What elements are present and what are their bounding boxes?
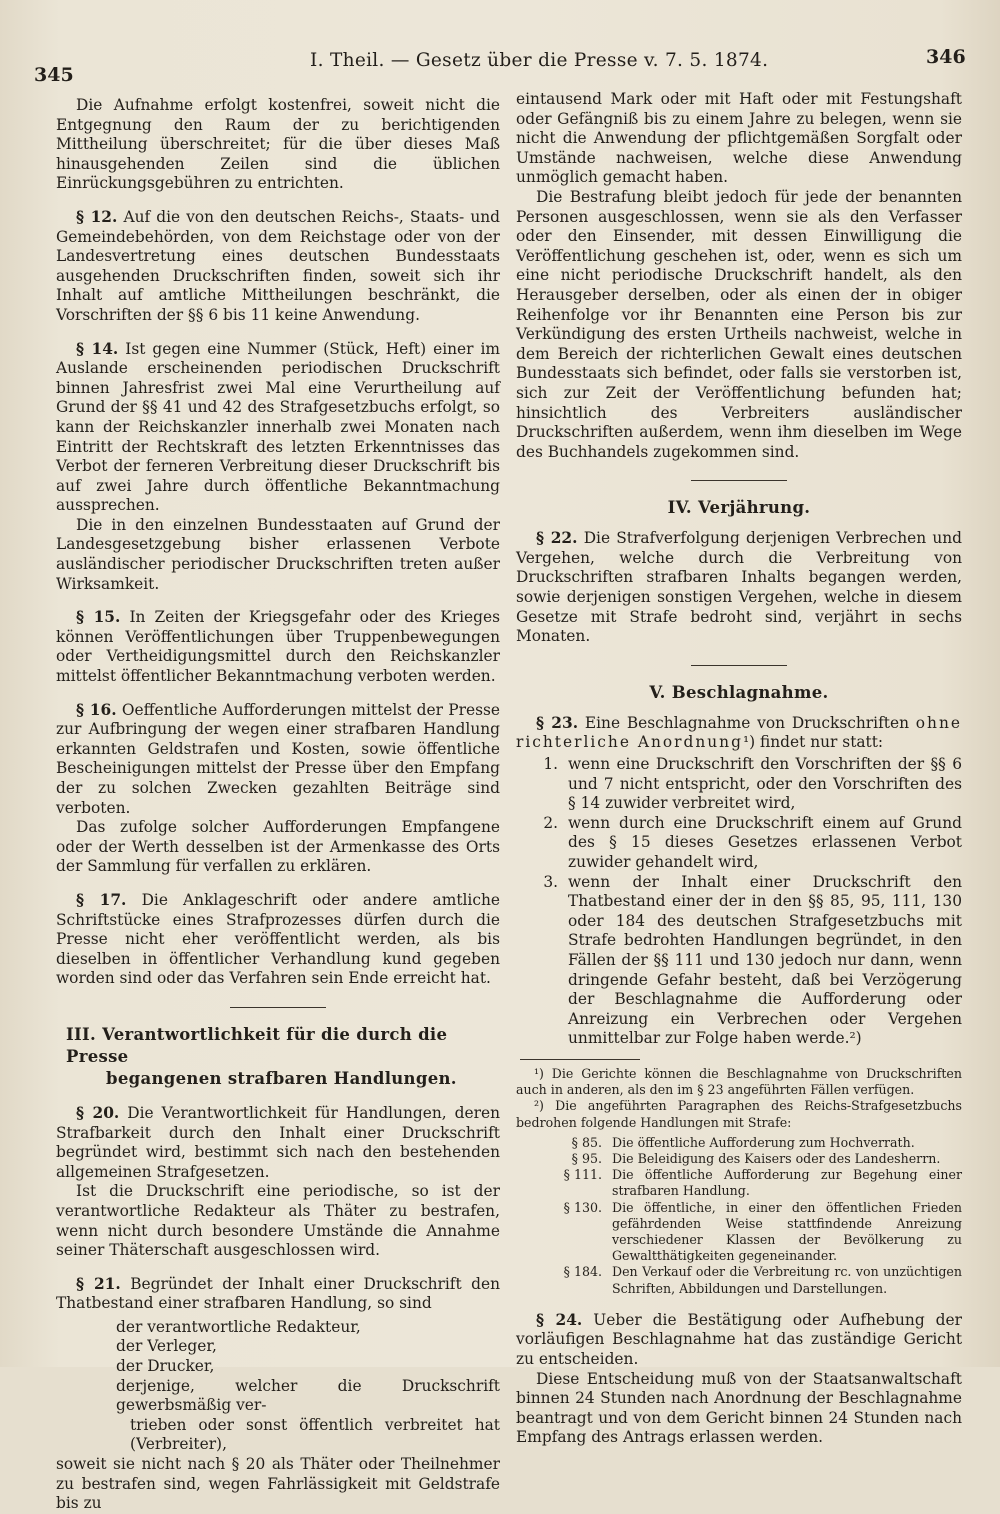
penal-code-row	[540, 1135, 962, 1151]
paragraph-ref: § 130.	[563, 1199, 602, 1215]
emphasized-text: ohne richterliche Anordnung	[516, 713, 962, 752]
chapter-3-title-line2: begangenen strafbaren Handlungen.	[106, 1068, 457, 1088]
paragraph-continued: eintausend Mark oder mit Haft oder mit Festungshaft oder Gefängniß bis zu einem Jahre zu belegen, wenn sie nicht die Anwendung der pflichtgemäßen Sorgfalt oder Umstände nachweisen, welche diese Anwendung unmöglich gemacht haben.	[516, 90, 962, 187]
chapter-3-heading	[56, 1024, 500, 1090]
paragraph-exemption: Die Bestrafung bleibt jedoch für jede der benannten Personen ausgeschlossen, wenn sie als den Verfasser oder den Einsender, mit dessen Einwilligung die Veröffentlichung geschehen ist, oder, wenn es sich um eine nicht periodische Druckschrift handelt, als den Herausgeber derselben, oder als einen der in obiger Reihenfolge vor ihr Benannten eine Person bis zur Verkündigung des ersten Urtheils nachweist, welche in dem Bereich der richterlichen Gewalt eines deutschen Bundesstaats sich befindet, oder falls sie verstorben ist, sich zur Zeit der Veröffentlichung befunden hat; hinsichtlich des Verbreiters ausländischer Druckschriften außerdem, wenn ihm dieselben im Wege des Buchhandels zugekommen sind.	[516, 187, 962, 461]
section-number: § 21.	[76, 1274, 121, 1293]
section-text: In Zeiten der Kriegsgefahr oder des Krieges können Veröffentlichungen über Truppenbewegungen oder Vertheidigungsmittel durch den Reichskanzler mittelst öffentlicher Bekanntmachung verboten werden.	[56, 608, 500, 686]
section-20	[56, 1104, 500, 1182]
section-text: Die Verantwortlichkeit für Handlungen, deren Strafbarkeit durch den Inhalt einer Druckschrift begründet wird, bestimmt sich nach den bestehenden allgemeinen Strafgesetzen.	[56, 1103, 500, 1181]
penal-code-paragraphs	[540, 1135, 962, 1297]
section-23	[516, 714, 962, 753]
penal-code-row	[540, 1151, 962, 1167]
section-15	[56, 608, 500, 686]
section-text: Eine Beschlagnahme von Druckschriften	[584, 713, 909, 732]
list-item: derjenige, welcher die Druckschrift gewerbsmäßig ver-	[116, 1376, 500, 1415]
section-24	[516, 1311, 962, 1370]
section-14	[56, 340, 500, 516]
page-header	[0, 46, 1000, 86]
footnote-1: ¹) Die Gerichte können die Beschlagnahme von Druckschriften auch in anderen, als den im § 23 angeführten Fällen verfügen.	[516, 1065, 962, 1098]
section-21	[56, 1275, 500, 1314]
left-column	[56, 96, 500, 1514]
paragraph-ref: § 184.	[563, 1264, 602, 1280]
list-item-text: wenn durch eine Druckschrift einem auf Grund des § 15 dieses Gesetzes erlassenen Verbot zuwider gehandelt wird,	[568, 813, 962, 871]
list-item	[516, 873, 962, 1049]
paragraph-desc: Die öffentliche Aufforderung zum Hochverrath.	[612, 1134, 915, 1150]
paragraph-desc: Den Verkauf oder die Verbreitung rc. von unzüchtigen Schriften, Abbildungen und Darstellungen.	[612, 1264, 962, 1296]
section-number: § 16.	[76, 700, 117, 719]
section-number: § 14.	[76, 339, 119, 358]
section-16	[56, 701, 500, 819]
page-number-left: 345	[34, 64, 74, 86]
section-21-tail: soweit sie nicht nach § 20 als Thäter oder Theilnehmer zu bestrafen sind, wegen Fahrlässigkeit mit Geldstrafe bis zu	[56, 1455, 500, 1513]
page-number-right: 346	[926, 46, 966, 68]
section-12	[56, 208, 500, 326]
section-number: § 24.	[536, 1310, 583, 1329]
list-item-number: 3.	[543, 872, 558, 891]
paragraph-desc: Die öffentliche, in einer den öffentlichen Frieden gefährdenden Weise stattfindende Anreizung verschiedener Klassen der Bevölkerung zu Gewaltthätigkeiten gegeneinander.	[612, 1199, 962, 1264]
chapter-3-title-line1: III. Verantwortlichkeit für die durch die Presse	[66, 1024, 448, 1066]
footnote-divider	[520, 1059, 640, 1060]
section-number: § 20.	[76, 1103, 120, 1122]
list-item	[516, 755, 962, 814]
seizure-conditions-list	[516, 755, 962, 1049]
section-text: Ueber die Bestätigung oder Aufhebung der vorläufigen Beschlagnahme hat das zuständige Gericht zu entscheiden.	[516, 1310, 962, 1368]
paragraph-intro: Die Aufnahme erfolgt kostenfrei, soweit nicht die Entgegnung den Raum der zu berichtigenden Mittheilung überschreitet; für die über dieses Maß hinausgehenden Zeilen sind die üblichen Einrückungsgebühren zu entrichten.	[56, 96, 500, 193]
list-item: der Drucker,	[116, 1357, 215, 1376]
section-text: Oeffentliche Aufforderungen mittelst der Presse zur Aufbringung der wegen einer strafbaren Handlung erkannten Geldstrafen und Kosten, sowie öffentliche Bescheinigungen mittelst der Presse über den Empfang der zu solchen Zwecken gezahlten Beiträge sind verboten.	[56, 700, 500, 817]
section-20-continued: Ist die Druckschrift eine periodische, so ist der verantwortliche Redakteur als Thäter zu bestrafen, wenn nicht durch besondere Umstände die Annahme seiner Thäterschaft ausgeschlossen wird.	[56, 1182, 500, 1260]
section-text: Auf die von den deutschen Reichs-, Staats- und Gemeindebehörden, von dem Reichstage oder von der Landesvertretung eines deutschen Bundesstaats ausgehenden Druckschriften finden, soweit sich ihr Inhalt auf amtliche Mittheilungen beschränkt, die Vorschriften der §§ 6 bis 11 keine Anwendung.	[56, 207, 500, 324]
section-divider	[691, 665, 787, 666]
list-item	[516, 814, 962, 873]
paragraph-ref: § 95.	[571, 1150, 602, 1166]
liable-persons-list	[116, 1318, 500, 1455]
list-item-number: 1.	[543, 755, 558, 774]
section-16-continued: Das zufolge solcher Aufforderungen Empfangene oder der Werth desselben ist der Armenkasse des Orts der Sammlung für verfallen zu erklären.	[56, 818, 500, 876]
section-text: Begründet der Inhalt einer Druckschrift den Thatbestand einer strafbaren Handlung, so sind	[56, 1274, 500, 1313]
list-item-text: wenn eine Druckschrift den Vorschriften der §§ 6 und 7 nicht entspricht, oder den Vorschriften des § 14 zuwider verbreitet wird,	[568, 755, 962, 813]
section-text: Die Anklageschrift oder andere amtliche Schriftstücke eines Strafprozesses dürfen durch die Presse nicht eher veröffentlicht werden, als bis dieselben in öffentlicher Verhandlung kund gegeben worden sind oder das Verfahren sein Ende erreicht hat.	[56, 890, 500, 988]
section-17	[56, 891, 500, 989]
section-text: Ist gegen eine Nummer (Stück, Heft) einer im Auslande erscheinenden periodischen Druckschrift binnen Jahresfrist zwei Mal eine Verurtheilung auf Grund der §§ 41 und 42 des Strafgesetzbuchs erfolgt, so kann der Reichskanzler innerhalb zwei Monaten nach Eintritt der Rechtskraft des letzten Erkenntnisses das Verbot der ferneren Verbreitung dieser Druckschrift bis auf zwei Jahre durch öffentliche Bekanntmachung aussprechen.	[56, 339, 500, 515]
paragraph-desc: Die öffentliche Aufforderung zur Begehung einer strafbaren Handlung.	[612, 1167, 962, 1199]
list-item-number: 2.	[543, 813, 558, 832]
section-number: § 15.	[76, 608, 121, 627]
section-divider	[691, 480, 787, 481]
paragraph-desc: Die Beleidigung des Kaisers oder des Landesherrn.	[612, 1150, 941, 1166]
section-text: ¹) findet nur statt:	[742, 733, 884, 752]
penal-code-row	[540, 1200, 962, 1265]
paragraph-ref: § 111.	[563, 1167, 602, 1183]
section-divider	[230, 1007, 326, 1008]
list-item: der Verleger,	[116, 1337, 217, 1356]
section-14-continued: Die in den einzelnen Bundesstaaten auf Grund der Landesgesetzgebung bisher erlassenen Verbote ausländischer periodischer Druckschriften treten außer Wirksamkeit.	[56, 515, 500, 593]
paragraph-ref: § 85.	[571, 1134, 602, 1150]
section-text: Die Strafverfolgung derjenigen Verbrechen und Vergehen, welche durch die Verbreitung von Druckschriften strafbaren Inhalts begangen werden, sowie derjenigen sonstigen Vergehen, welche in diesem Gesetze mit Strafe bedroht sind, verjährt in sechs Monaten.	[516, 529, 962, 646]
section-number: § 22.	[536, 529, 578, 548]
list-item-text: wenn der Inhalt einer Druckschrift den Thatbestand einer der in den §§ 85, 95, 111, 130 oder 184 des deutschen Strafgesetzbuchs mit Strafe bedrohten Handlungen begründet, in den Fällen der §§ 111 und 130 jedoch nur dann, wenn dringende Gefahr besteht, daß bei Verzögerung der Beschlagnahme die Aufforderung oder Anreizung ein Verbrechen oder Vergehen unmittelbar zur Folge haben werde.²)	[568, 872, 962, 1048]
footnotes	[516, 1066, 962, 1297]
penal-code-row	[540, 1264, 962, 1296]
section-number: § 12.	[76, 207, 118, 226]
right-column	[516, 90, 962, 1448]
chapter-5-heading: V. Beschlagnahme.	[649, 682, 829, 702]
section-number: § 23.	[536, 713, 579, 732]
list-item: trieben oder sonst öffentlich verbreitet hat (Verbreiter),	[130, 1415, 500, 1454]
list-item: der verantwortliche Redakteur,	[116, 1317, 361, 1336]
footnote-2: ²) Die angeführten Paragraphen des Reichs-Strafgesetzbuchs bedrohen folgende Handlungen mit Strafe:	[516, 1098, 962, 1130]
chapter-4-heading: IV. Verjährung.	[667, 498, 811, 518]
section-22	[516, 529, 962, 647]
running-title: I. Theil. — Gesetz über die Presse v. 7. 5. 1874.	[310, 50, 769, 71]
penal-code-row	[540, 1167, 962, 1199]
section-number: § 17.	[76, 890, 127, 909]
section-24-continued: Diese Entscheidung muß von der Staatsanwaltschaft binnen 24 Stunden nach Anordnung der Beschlagnahme beantragt und von dem Gericht binnen 24 Stunden nach Empfang des Antrags erlassen werden.	[516, 1369, 962, 1447]
